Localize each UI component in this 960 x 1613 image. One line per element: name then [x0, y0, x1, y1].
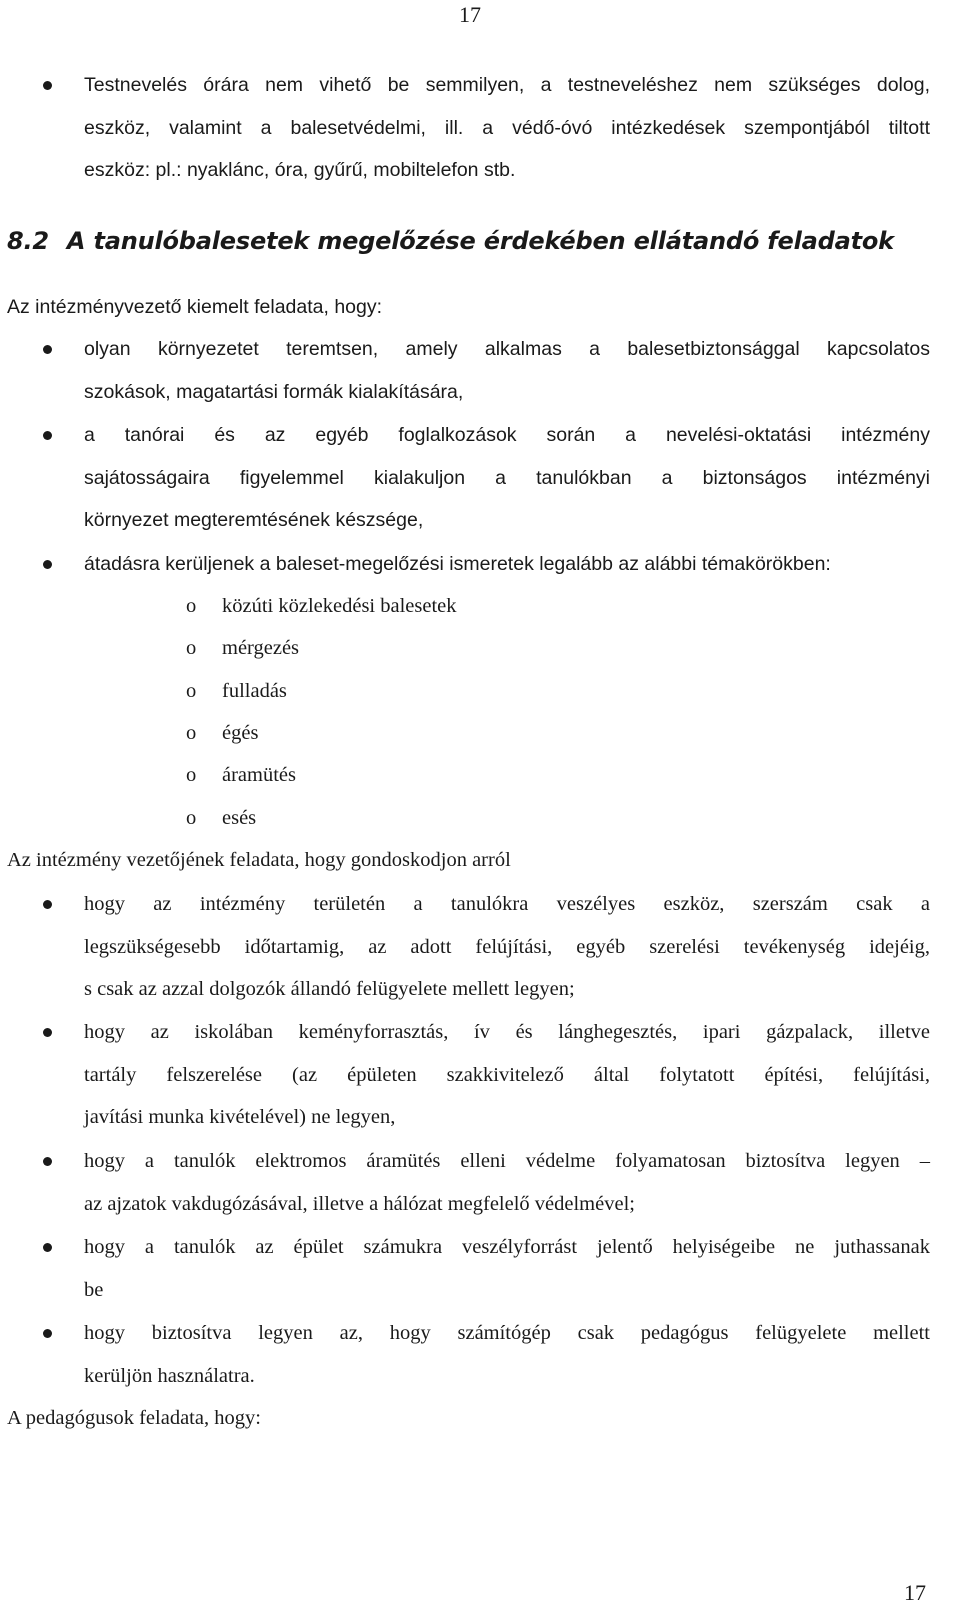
text-line: sajátosságaira figyelemmel kialakuljon a tanulókban a biztonságos intézményi — [84, 466, 930, 489]
list-item — [84, 1011, 930, 1139]
topic-label: égés — [222, 722, 259, 744]
text-line: hogy biztosítva legyen az, hogy számítógép csak pedagógus felügyelete mellett — [84, 1322, 930, 1344]
head-intro: Az intézmény vezetőjének feladata, hogy gondoskodjon arról — [7, 849, 511, 871]
list-item — [84, 414, 930, 542]
section-number: 8.2 — [7, 227, 49, 255]
list-item — [84, 328, 930, 413]
list-item — [84, 883, 930, 1011]
bullet-icon — [43, 1028, 52, 1037]
list-item — [84, 1312, 930, 1397]
list-item — [84, 543, 930, 586]
topic-item — [186, 670, 287, 713]
bullet-icon — [43, 900, 52, 909]
text-line: javítási munka kivételével) ne legyen, — [84, 1106, 396, 1128]
circle-bullet-icon: o — [186, 637, 197, 659]
text-line: eszköz, valamint a balesetvédelmi, ill. a védő-óvó intézkedések szempontjából tiltott — [84, 116, 930, 139]
bullet-icon — [43, 1243, 52, 1252]
section-heading — [7, 221, 894, 261]
text-line: átadásra kerüljenek a baleset-megelőzési ismeretek legalább az alábbi témakörökben: — [84, 553, 831, 575]
circle-bullet-icon: o — [186, 807, 197, 829]
intro-bullet — [84, 64, 930, 192]
topic-label: közúti közlekedési balesetek — [222, 595, 457, 617]
bullet-icon — [43, 81, 52, 90]
text-line: hogy a tanulók az épület számukra veszélyforrást jelentő helyiségeibe ne juthassanak — [84, 1236, 930, 1258]
topic-label: fulladás — [222, 680, 287, 702]
bullet-icon — [43, 1329, 52, 1338]
topic-item — [186, 585, 457, 628]
page-number-top: 17 — [459, 2, 481, 27]
list-item — [84, 1140, 930, 1225]
page-number-bottom: 17 — [904, 1580, 926, 1605]
topic-item — [186, 797, 256, 840]
section-title: A tanulóbalesetek megelőzése érdekében ellátandó feladatok — [66, 227, 894, 255]
bullet-icon — [43, 345, 52, 354]
text-line: legszükségesebb időtartamig, az adott felújítási, egyéb szerelési tevékenység idejéig, — [84, 935, 930, 958]
text-line: hogy a tanulók elektromos áramütés elleni védelme folyamatosan biztosítva legyen – — [84, 1150, 930, 1172]
topic-label: áramütés — [222, 764, 296, 786]
circle-bullet-icon: o — [186, 722, 197, 744]
bullet-icon — [43, 1157, 52, 1166]
text-line: tartály felszerelése (az épületen szakkivitelező által folytatott építési, felújítási, — [84, 1063, 930, 1086]
text-line: szokások, magatartási formák kialakítására, — [84, 380, 464, 403]
topic-label: esés — [222, 807, 257, 829]
text-line: kerüljön használatra. — [84, 1364, 255, 1387]
topic-label: mérgezés — [222, 637, 300, 659]
text-line: a tanórai és az egyéb foglalkozások során a nevelési-oktatási intézmény — [84, 424, 930, 446]
circle-bullet-icon: o — [186, 595, 197, 617]
text-line: Testnevelés órára nem vihető be semmilyen, a testneveléshez nem szükséges dolog, — [84, 74, 930, 96]
text-line: s csak az azzal dolgozók állandó felügyelete mellett legyen; — [84, 978, 575, 1000]
topic-item — [186, 754, 296, 797]
topic-item — [186, 712, 258, 755]
text-line: be — [84, 1278, 104, 1301]
circle-bullet-icon: o — [186, 680, 197, 702]
text-line: olyan környezetet teremtsen, amely alkalmas a balesetbiztonsággal kapcsolatos — [84, 338, 930, 360]
list-item — [84, 1226, 930, 1311]
leader-intro: Az intézményvezető kiemelt feladata, hogy: — [7, 296, 383, 318]
text-line: az ajzatok vakdugózásával, illetve a hálózat megfelelő védelmével; — [84, 1192, 635, 1215]
bullet-icon — [43, 431, 52, 440]
text-line: eszköz: pl.: nyaklánc, óra, gyűrű, mobiltelefon stb. — [84, 159, 516, 181]
bullet-icon — [43, 560, 52, 569]
teacher-intro: A pedagógusok feladata, hogy: — [7, 1407, 261, 1429]
text-line: környezet megteremtésének készsége, — [84, 509, 424, 531]
text-line: hogy az iskolában keményforrasztás, ív és lánghegesztés, ipari gázpalack, illetve — [84, 1021, 930, 1043]
circle-bullet-icon: o — [186, 764, 197, 786]
topic-item — [186, 627, 299, 670]
text-line: hogy az intézmény területén a tanulókra veszélyes eszköz, szerszám csak a — [84, 893, 930, 915]
